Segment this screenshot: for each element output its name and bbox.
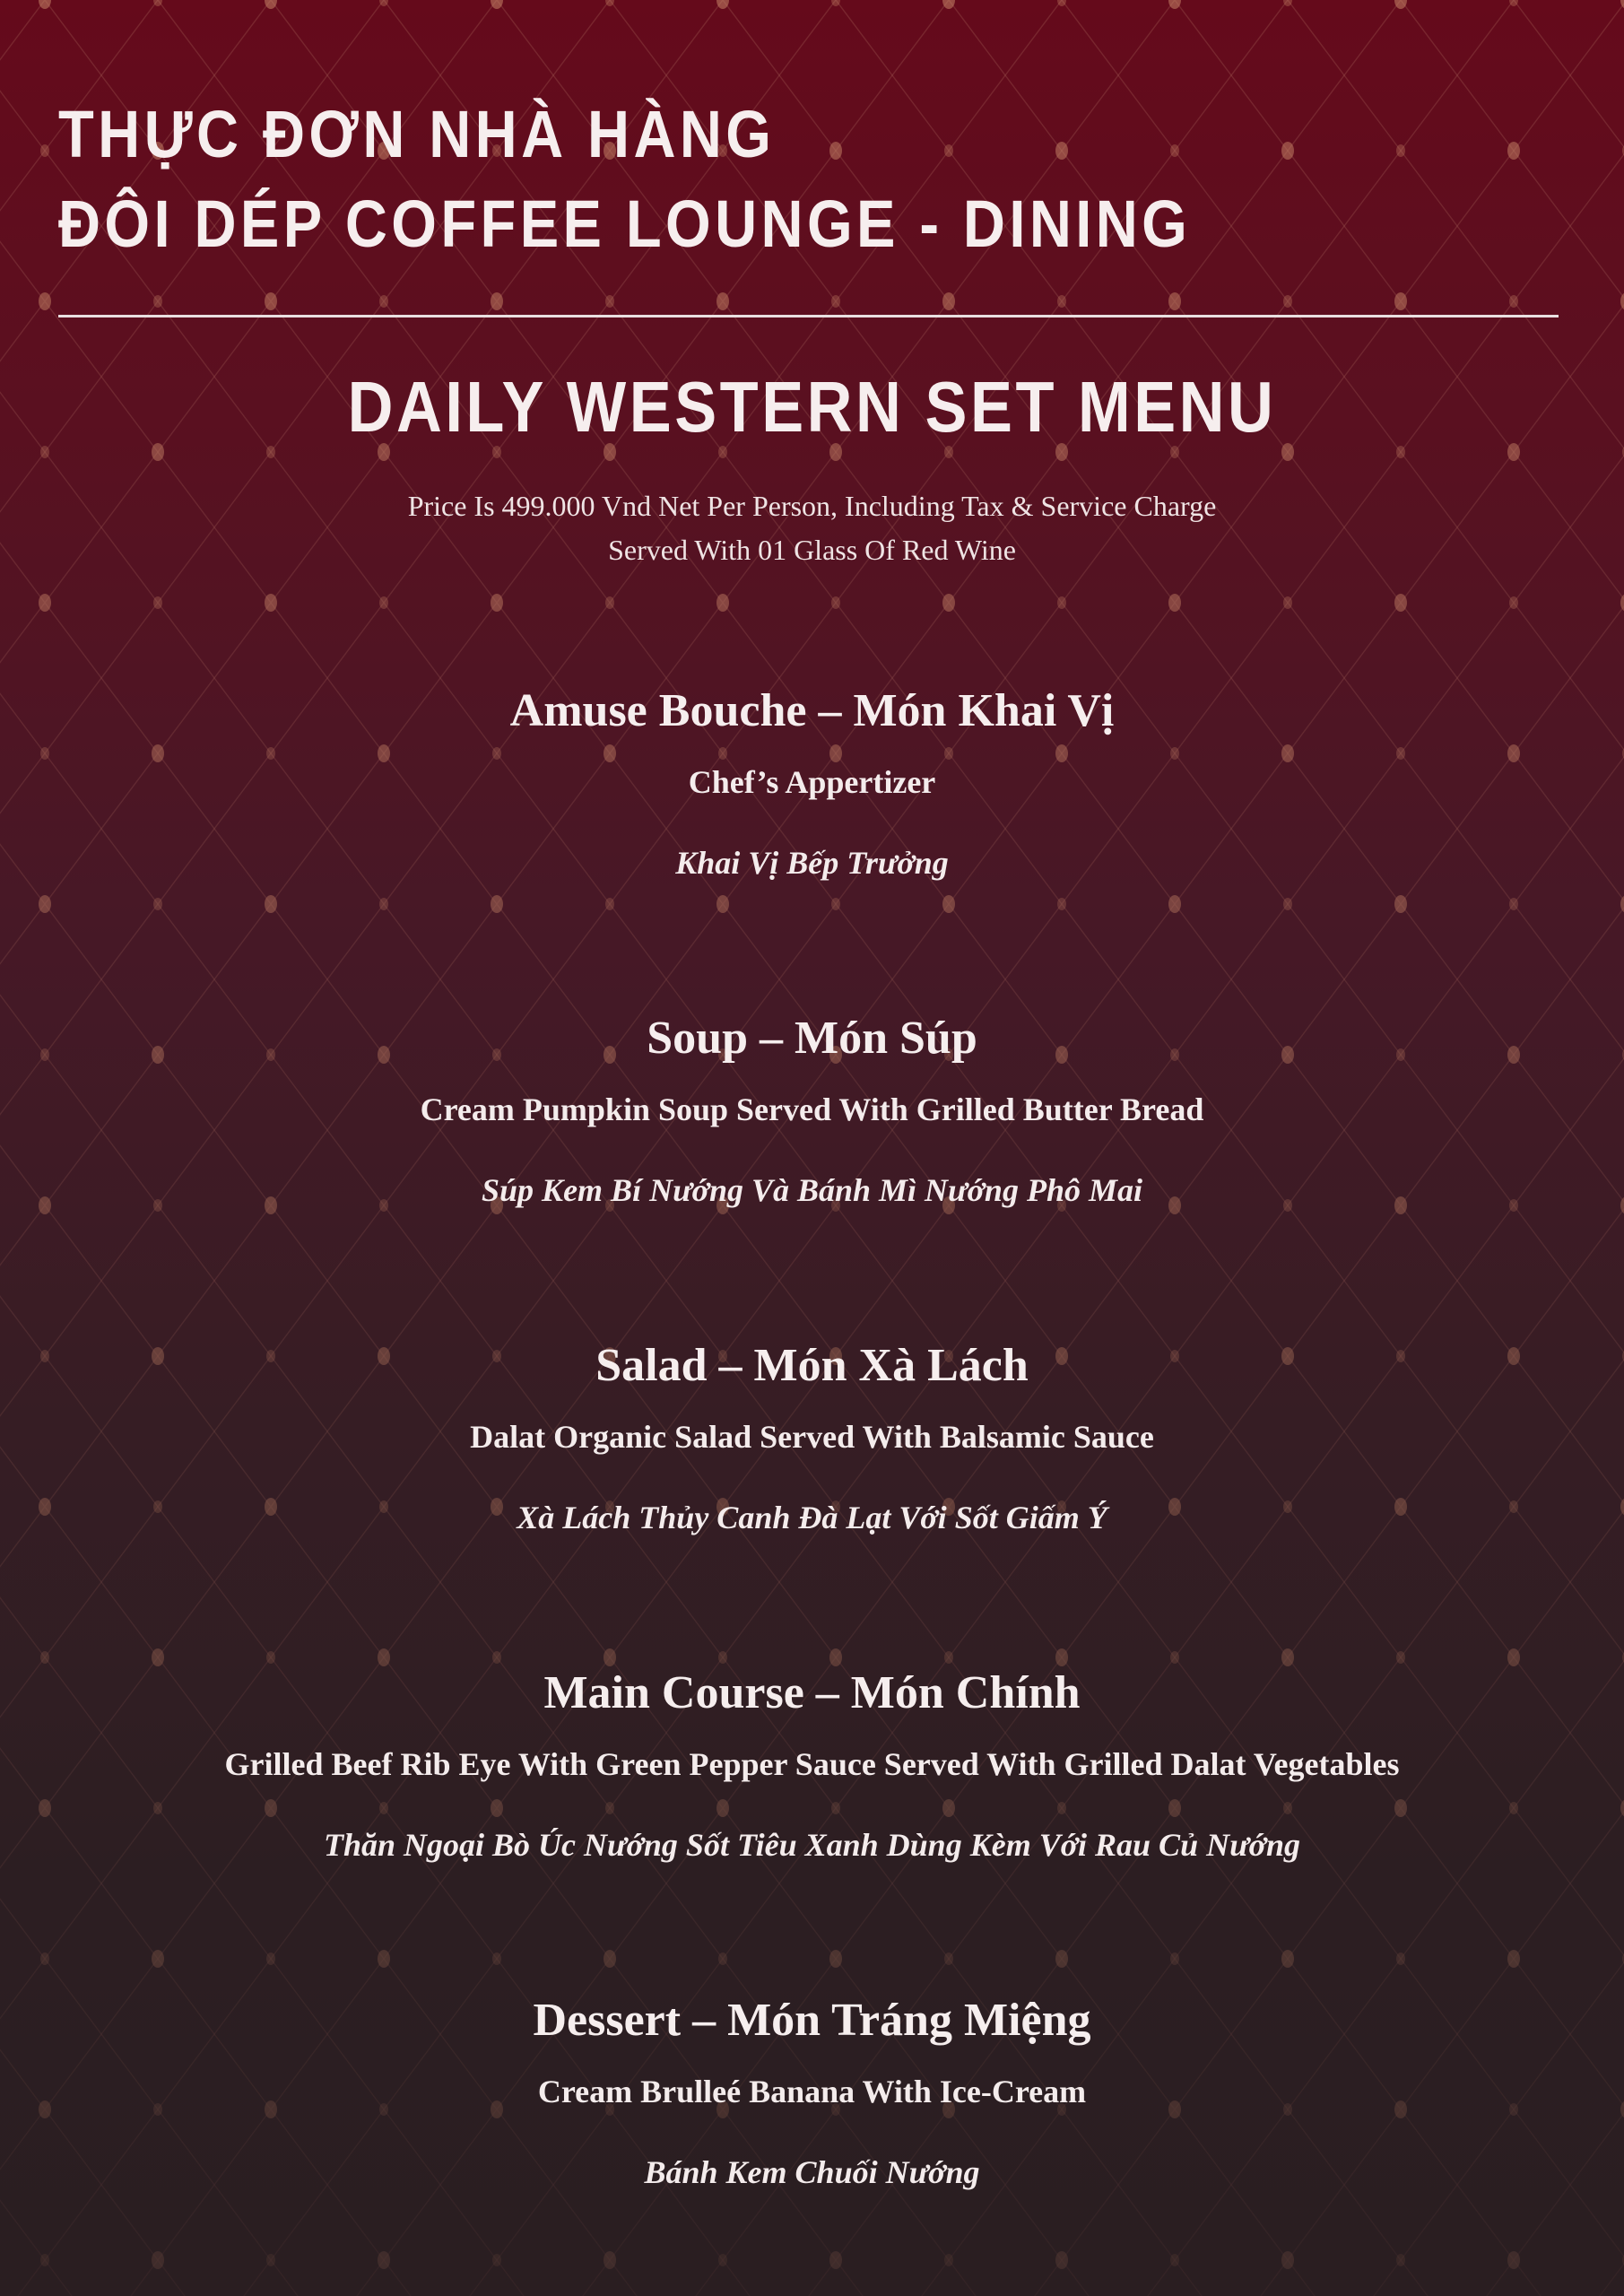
course-heading: Dessert – Món Tráng Miệng <box>533 1995 1091 2046</box>
dish-english: Chef’s Appertizer <box>688 764 936 800</box>
dish-english: Grilled Beef Rib Eye With Green Pepper Sauce Served With Grilled Dalat Vegetables <box>224 1746 1400 1782</box>
course-heading: Salad – Món Xà Lách <box>595 1340 1029 1391</box>
restaurant-title <box>58 90 1346 269</box>
menu-title-text: DAILY WESTERN SET MENU <box>347 367 1277 447</box>
restaurant-title-line-1: THỰC ĐƠN NHÀ HÀNG <box>58 97 776 171</box>
dish-english: Cream Pumpkin Soup Served With Grilled Butter Bread <box>420 1091 1204 1127</box>
course-heading: Amuse Bouche – Món Khai Vị <box>509 685 1115 736</box>
dish-vietnamese: Xà Lách Thủy Canh Đà Lạt Với Sốt Giấm Ý <box>517 1500 1107 1535</box>
course-heading: Main Course – Món Chính <box>543 1667 1081 1718</box>
dish-vietnamese: Thăn Ngoại Bò Úc Nướng Sốt Tiêu Xanh Dùng Kèm Với Rau Củ Nướng <box>324 1827 1300 1863</box>
dish-vietnamese: Khai Vị Bếp Trưởng <box>675 845 949 881</box>
course-main <box>0 1662 1624 1866</box>
dish-vietnamese: Súp Kem Bí Nướng Và Bánh Mì Nướng Phô Mai <box>482 1172 1142 1208</box>
course-amuse-bouche <box>0 680 1624 884</box>
restaurant-title-line-2: ĐÔI DÉP COFFEE LOUNGE - DINING <box>58 187 1192 261</box>
dish-english: Cream Brulleé Banana With Ice-Cream <box>537 2074 1087 2109</box>
price-line: Price Is 499.000 Vnd Net Per Person, Including Tax & Service Charge <box>407 490 1217 522</box>
header-divider <box>58 315 1559 317</box>
course-soup <box>0 1007 1624 1212</box>
menu-title <box>0 366 1624 448</box>
price-note <box>0 484 1624 572</box>
dish-english: Dalat Organic Salad Served With Balsamic Sauce <box>470 1419 1154 1455</box>
dish-vietnamese: Bánh Kem Chuối Nướng <box>644 2154 980 2190</box>
course-salad <box>0 1335 1624 1539</box>
wine-line: Served With 01 Glass Of Red Wine <box>608 534 1016 566</box>
course-heading: Soup – Món Súp <box>647 1013 977 1064</box>
course-dessert <box>0 1989 1624 2194</box>
